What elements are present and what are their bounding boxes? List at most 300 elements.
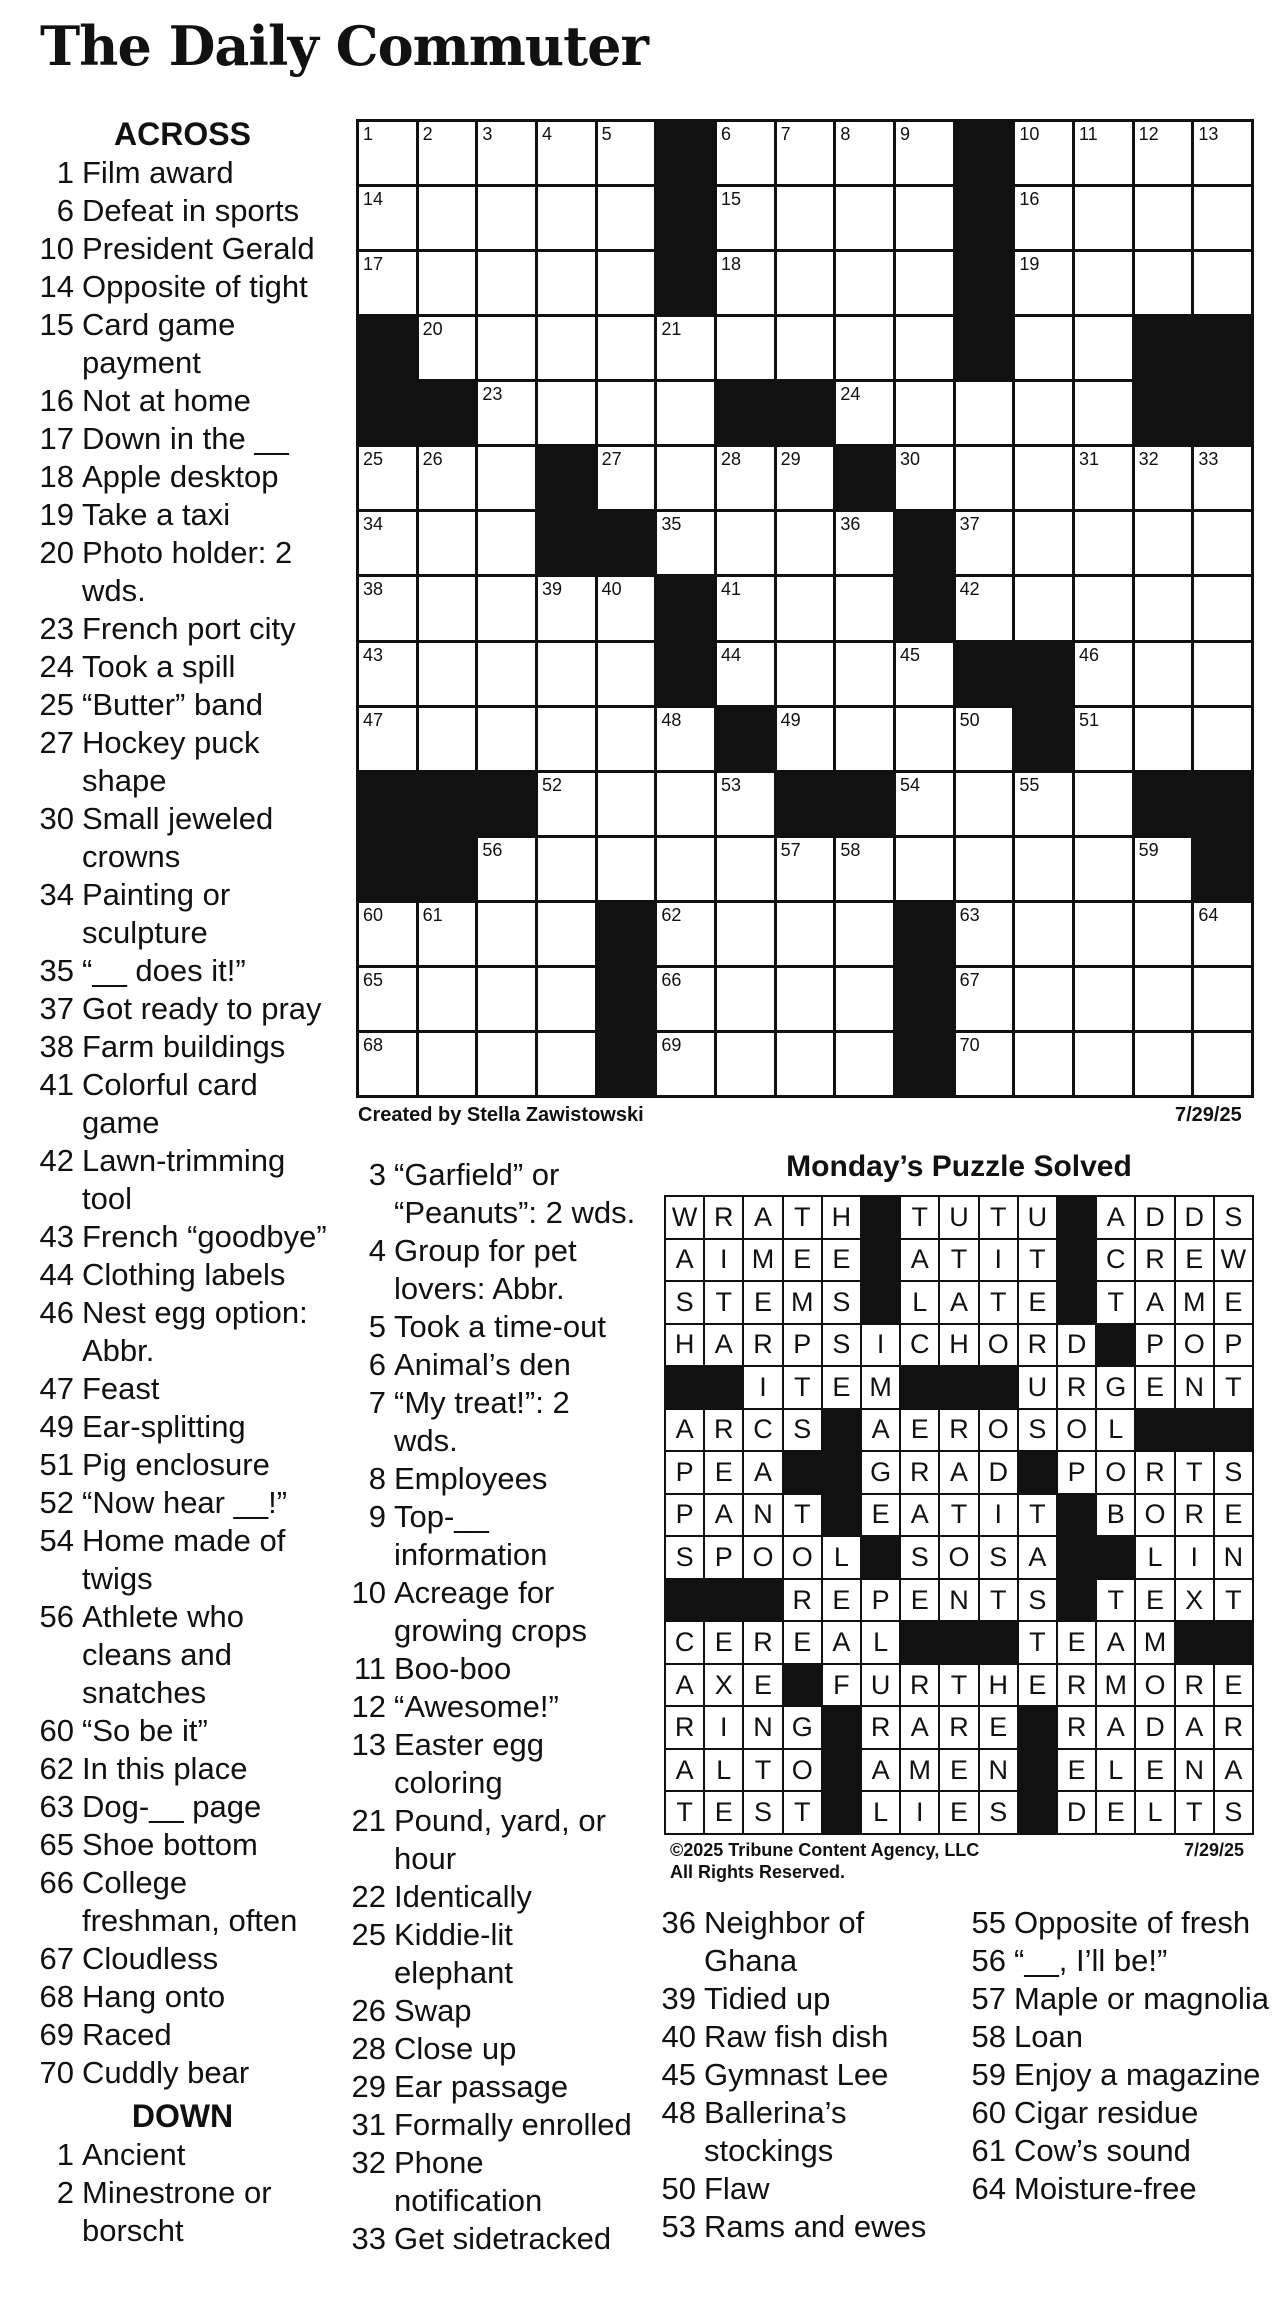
across-clue-6[interactable] — [38, 192, 328, 230]
grid-cell[interactable] — [956, 577, 1013, 639]
grid-cell[interactable] — [896, 317, 953, 379]
block-cell — [419, 382, 476, 444]
solution-letter: O — [1176, 1325, 1213, 1366]
grid-cell[interactable] — [1135, 252, 1192, 314]
clue-text: “My treat!”: 2 wds. — [394, 1385, 570, 1458]
grid-cell[interactable] — [657, 1033, 714, 1095]
down-clue-39[interactable] — [660, 1980, 960, 2018]
grid-cell[interactable] — [359, 968, 416, 1030]
grid-cell[interactable] — [359, 708, 416, 770]
down-clue-4[interactable] — [350, 1232, 640, 1308]
grid-cell[interactable] — [836, 968, 893, 1030]
down-clue-48[interactable] — [660, 2094, 960, 2170]
grid-cell[interactable] — [598, 708, 655, 770]
solution-letter: L — [1136, 1537, 1173, 1578]
across-clue-42[interactable] — [38, 1142, 328, 1218]
grid-cell[interactable] — [1015, 577, 1072, 639]
grid-cell[interactable] — [1015, 838, 1072, 900]
grid-cell[interactable] — [777, 838, 834, 900]
solution-letter: S — [744, 1792, 781, 1833]
across-clue-19[interactable] — [38, 496, 328, 534]
grid-cell[interactable] — [777, 512, 834, 574]
grid-cell[interactable] — [1194, 252, 1251, 314]
crossword-grid[interactable] — [356, 119, 1254, 1098]
across-clue-66[interactable] — [38, 1864, 328, 1940]
grid-cell[interactable] — [1075, 643, 1132, 705]
grid-cell[interactable] — [419, 252, 476, 314]
across-clue-16[interactable] — [38, 382, 328, 420]
grid-cell[interactable] — [419, 1033, 476, 1095]
grid-cell[interactable] — [359, 512, 416, 574]
across-clue-46[interactable] — [38, 1294, 328, 1370]
grid-cell[interactable] — [1015, 122, 1072, 184]
down-clue-2[interactable] — [38, 2174, 328, 2250]
across-clue-65[interactable] — [38, 1826, 328, 1864]
grid-cell[interactable] — [1135, 122, 1192, 184]
solution-letter: R — [1058, 1665, 1095, 1706]
grid-cell[interactable] — [956, 447, 1013, 509]
grid-cell[interactable] — [1075, 577, 1132, 639]
grid-cell[interactable] — [1194, 187, 1251, 249]
grid-cell[interactable] — [1135, 1033, 1192, 1095]
grid-cell[interactable] — [777, 903, 834, 965]
cell-number: 46 — [1079, 644, 1100, 665]
grid-cell[interactable] — [419, 708, 476, 770]
grid-cell[interactable] — [538, 187, 595, 249]
across-clue-34[interactable] — [38, 876, 328, 952]
solution-letter: R — [862, 1707, 899, 1748]
grid-cell[interactable] — [777, 447, 834, 509]
down-clue-3[interactable] — [350, 1156, 640, 1232]
across-clue-51[interactable] — [38, 1446, 328, 1484]
grid-cell[interactable] — [956, 1033, 1013, 1095]
clue-text: Apple desktop — [82, 459, 279, 494]
grid-cell[interactable] — [1135, 838, 1192, 900]
grid-cell[interactable] — [1194, 577, 1251, 639]
clue-number: 18 — [39, 459, 74, 494]
cell-number: 54 — [900, 774, 921, 795]
grid-cell[interactable] — [1015, 968, 1072, 1030]
grid-cell[interactable] — [359, 577, 416, 639]
grid-cell[interactable] — [896, 447, 953, 509]
grid-cell[interactable] — [777, 577, 834, 639]
grid-cell[interactable] — [896, 252, 953, 314]
down-clue-40[interactable] — [660, 2018, 960, 2056]
grid-cell[interactable] — [1194, 903, 1251, 965]
grid-cell[interactable] — [359, 643, 416, 705]
grid-cell[interactable] — [1075, 903, 1132, 965]
grid-cell[interactable] — [538, 708, 595, 770]
grid-cell[interactable] — [717, 838, 774, 900]
grid-cell[interactable] — [717, 317, 774, 379]
grid-cell[interactable] — [1194, 122, 1251, 184]
grid-cell[interactable] — [777, 1033, 834, 1095]
grid-cell[interactable] — [896, 773, 953, 835]
across-clue-15[interactable] — [38, 306, 328, 382]
grid-cell[interactable] — [956, 708, 1013, 770]
solution-letter: D — [1136, 1197, 1173, 1238]
clue-text: Ancient — [82, 2137, 186, 2172]
across-clue-38[interactable] — [38, 1028, 328, 1066]
across-clue-62[interactable] — [38, 1750, 328, 1788]
grid-cell[interactable] — [717, 903, 774, 965]
down-clue-50[interactable] — [660, 2170, 960, 2208]
grid-cell[interactable] — [478, 838, 535, 900]
grid-cell[interactable] — [896, 187, 953, 249]
down-clue-9[interactable] — [350, 1498, 640, 1574]
grid-cell[interactable] — [1135, 512, 1192, 574]
grid-cell[interactable] — [657, 838, 714, 900]
down-clue-7[interactable] — [350, 1384, 640, 1460]
across-clue-1[interactable] — [38, 154, 328, 192]
down-clue-45[interactable] — [660, 2056, 960, 2094]
grid-cell[interactable] — [1135, 577, 1192, 639]
grid-cell[interactable] — [478, 317, 535, 379]
grid-cell[interactable] — [717, 968, 774, 1030]
grid-cell[interactable] — [1194, 643, 1251, 705]
grid-cell[interactable] — [359, 122, 416, 184]
cell-number: 26 — [422, 449, 443, 470]
grid-cell[interactable] — [359, 447, 416, 509]
grid-cell[interactable] — [1075, 317, 1132, 379]
down-clue-22[interactable] — [350, 1878, 640, 1916]
grid-cell[interactable] — [538, 838, 595, 900]
grid-cell[interactable] — [478, 512, 535, 574]
grid-cell[interactable] — [478, 643, 535, 705]
cell-number: 68 — [363, 1034, 384, 1055]
grid-cell[interactable] — [1135, 968, 1192, 1030]
grid-cell[interactable] — [1075, 708, 1132, 770]
across-clue-18[interactable] — [38, 458, 328, 496]
grid-cell[interactable] — [478, 577, 535, 639]
grid-cell[interactable] — [836, 903, 893, 965]
grid-cell[interactable] — [1135, 447, 1192, 509]
grid-cell[interactable] — [478, 1033, 535, 1095]
down-clue-29[interactable] — [350, 2068, 640, 2106]
grid-cell[interactable] — [896, 708, 953, 770]
grid-cell[interactable] — [1075, 252, 1132, 314]
across-clue-10[interactable] — [38, 230, 328, 268]
grid-cell[interactable] — [419, 187, 476, 249]
grid-cell[interactable] — [538, 903, 595, 965]
grid-cell[interactable] — [1135, 643, 1192, 705]
down-clue-64[interactable] — [970, 2170, 1270, 2208]
grid-cell[interactable] — [1015, 252, 1072, 314]
grid-cell[interactable] — [1075, 1033, 1132, 1095]
grid-cell[interactable] — [538, 1033, 595, 1095]
grid-cell[interactable] — [419, 512, 476, 574]
down-clue-56[interactable] — [970, 1942, 1270, 1980]
across-clue-67[interactable] — [38, 1940, 328, 1978]
grid-cell[interactable] — [956, 838, 1013, 900]
grid-cell[interactable] — [538, 643, 595, 705]
clue-text: “Awesome!” — [394, 1689, 559, 1724]
grid-cell[interactable] — [538, 252, 595, 314]
solution-letter: A — [1019, 1537, 1056, 1578]
across-clue-30[interactable] — [38, 800, 328, 876]
grid-cell[interactable] — [1135, 187, 1192, 249]
clue-number: 40 — [661, 2019, 696, 2054]
down-clue-55[interactable] — [970, 1904, 1270, 1942]
solution-letter: O — [940, 1537, 977, 1578]
across-clue-70[interactable] — [38, 2054, 328, 2092]
across-clue-68[interactable] — [38, 1978, 328, 2016]
grid-cell[interactable] — [777, 252, 834, 314]
solution-letter: A — [1215, 1750, 1252, 1791]
grid-cell[interactable] — [598, 773, 655, 835]
grid-cell[interactable] — [717, 643, 774, 705]
grid-cell[interactable] — [717, 512, 774, 574]
across-clue-27[interactable] — [38, 724, 328, 800]
grid-cell[interactable] — [1015, 187, 1072, 249]
grid-cell[interactable] — [836, 317, 893, 379]
grid-cell[interactable] — [777, 643, 834, 705]
clue-text: Identically — [394, 1879, 532, 1914]
grid-cell[interactable] — [1194, 708, 1251, 770]
grid-cell[interactable] — [1075, 382, 1132, 444]
clue-text: Hang onto — [82, 1979, 226, 2014]
grid-cell[interactable] — [478, 122, 535, 184]
across-clue-41[interactable] — [38, 1066, 328, 1142]
across-clue-69[interactable] — [38, 2016, 328, 2054]
grid-cell[interactable] — [836, 643, 893, 705]
across-clue-63[interactable] — [38, 1788, 328, 1826]
grid-cell[interactable] — [777, 187, 834, 249]
grid-cell[interactable] — [836, 512, 893, 574]
clue-number: 8 — [368, 1461, 386, 1496]
grid-cell[interactable] — [1135, 903, 1192, 965]
grid-cell[interactable] — [598, 122, 655, 184]
grid-cell[interactable] — [538, 122, 595, 184]
grid-cell[interactable] — [657, 447, 714, 509]
grid-cell[interactable] — [419, 643, 476, 705]
grid-cell[interactable] — [1075, 187, 1132, 249]
solution-letter: L — [1097, 1410, 1134, 1451]
grid-cell[interactable] — [717, 1033, 774, 1095]
block-cell — [956, 317, 1013, 379]
down-clue-10[interactable] — [350, 1574, 640, 1650]
down-clue-53[interactable] — [660, 2208, 960, 2246]
grid-cell[interactable] — [836, 577, 893, 639]
grid-cell[interactable] — [1075, 968, 1132, 1030]
down-clue-57[interactable] — [970, 1980, 1270, 2018]
down-clue-1[interactable] — [38, 2136, 328, 2174]
down-clue-26[interactable] — [350, 1992, 640, 2030]
grid-cell[interactable] — [956, 968, 1013, 1030]
down-clue-6[interactable] — [350, 1346, 640, 1384]
down-clue-31[interactable] — [350, 2106, 640, 2144]
solution-letter: M — [744, 1240, 781, 1281]
grid-cell[interactable] — [598, 187, 655, 249]
grid-cell[interactable] — [657, 773, 714, 835]
grid-cell[interactable] — [836, 382, 893, 444]
grid-cell[interactable] — [956, 512, 1013, 574]
grid-cell[interactable] — [836, 252, 893, 314]
across-clue-52[interactable] — [38, 1484, 328, 1522]
grid-cell[interactable] — [1015, 773, 1072, 835]
grid-cell[interactable] — [419, 968, 476, 1030]
grid-cell[interactable] — [836, 708, 893, 770]
across-clue-25[interactable] — [38, 686, 328, 724]
grid-cell[interactable] — [598, 252, 655, 314]
clue-text: Get sidetracked — [394, 2221, 612, 2256]
cell-number: 16 — [1019, 189, 1040, 210]
grid-cell[interactable] — [1015, 512, 1072, 574]
down-clue-36[interactable] — [660, 1904, 960, 1980]
down-clue-12[interactable] — [350, 1688, 640, 1726]
grid-cell[interactable] — [359, 1033, 416, 1095]
solution-letter: A — [744, 1197, 781, 1238]
grid-cell[interactable] — [538, 577, 595, 639]
across-clue-44[interactable] — [38, 1256, 328, 1294]
grid-cell[interactable] — [836, 122, 893, 184]
grid-cell[interactable] — [598, 577, 655, 639]
grid-cell[interactable] — [956, 903, 1013, 965]
grid-cell[interactable] — [956, 773, 1013, 835]
grid-cell[interactable] — [478, 708, 535, 770]
solution-letter: P — [784, 1325, 821, 1366]
down-clue-21[interactable] — [350, 1802, 640, 1878]
grid-cell[interactable] — [896, 382, 953, 444]
grid-cell[interactable] — [657, 382, 714, 444]
grid-cell[interactable] — [419, 903, 476, 965]
grid-cell[interactable] — [836, 187, 893, 249]
down-clue-8[interactable] — [350, 1460, 640, 1498]
grid-cell[interactable] — [1135, 708, 1192, 770]
across-clue-17[interactable] — [38, 420, 328, 458]
grid-cell[interactable] — [896, 838, 953, 900]
grid-cell[interactable] — [1015, 903, 1072, 965]
grid-cell[interactable] — [717, 252, 774, 314]
down-clue-5[interactable] — [350, 1308, 640, 1346]
across-clue-35[interactable] — [38, 952, 328, 990]
solution-letter: R — [1136, 1240, 1173, 1281]
grid-cell[interactable] — [1194, 447, 1251, 509]
grid-cell[interactable] — [1194, 968, 1251, 1030]
grid-cell[interactable] — [777, 317, 834, 379]
grid-cell[interactable] — [777, 708, 834, 770]
clue-number: 65 — [39, 1827, 74, 1862]
grid-cell[interactable] — [1015, 317, 1072, 379]
clue-number: 12 — [351, 1689, 386, 1724]
grid-cell[interactable] — [478, 382, 535, 444]
clue-number: 48 — [661, 2095, 696, 2130]
solution-letter: R — [1058, 1707, 1095, 1748]
grid-cell[interactable] — [896, 643, 953, 705]
grid-cell[interactable] — [1194, 1033, 1251, 1095]
across-clue-24[interactable] — [38, 648, 328, 686]
grid-cell[interactable] — [836, 1033, 893, 1095]
down-clue-61[interactable] — [970, 2132, 1270, 2170]
grid-cell[interactable] — [657, 512, 714, 574]
grid-cell[interactable] — [657, 903, 714, 965]
grid-cell[interactable] — [1015, 447, 1072, 509]
grid-cell[interactable] — [1075, 512, 1132, 574]
grid-cell[interactable] — [419, 447, 476, 509]
grid-cell[interactable] — [1194, 512, 1251, 574]
grid-cell[interactable] — [657, 968, 714, 1030]
across-clue-49[interactable] — [38, 1408, 328, 1446]
grid-cell[interactable] — [1015, 382, 1072, 444]
down-clue-33[interactable] — [350, 2220, 640, 2258]
grid-cell[interactable] — [956, 382, 1013, 444]
grid-cell[interactable] — [538, 968, 595, 1030]
grid-cell[interactable] — [359, 903, 416, 965]
grid-cell[interactable] — [657, 317, 714, 379]
grid-cell[interactable] — [717, 122, 774, 184]
grid-cell[interactable] — [478, 968, 535, 1030]
across-clue-23[interactable] — [38, 610, 328, 648]
grid-cell[interactable] — [717, 773, 774, 835]
grid-cell[interactable] — [359, 252, 416, 314]
grid-cell[interactable] — [1075, 447, 1132, 509]
grid-cell[interactable] — [896, 122, 953, 184]
grid-cell[interactable] — [598, 317, 655, 379]
grid-cell[interactable] — [419, 577, 476, 639]
grid-cell[interactable] — [717, 447, 774, 509]
down-clue-59[interactable] — [970, 2056, 1270, 2094]
across-clue-43[interactable] — [38, 1218, 328, 1256]
grid-cell[interactable] — [598, 382, 655, 444]
grid-cell[interactable] — [478, 447, 535, 509]
down-clue-58[interactable] — [970, 2018, 1270, 2056]
across-clue-20[interactable] — [38, 534, 328, 610]
down-clue-11[interactable] — [350, 1650, 640, 1688]
grid-cell[interactable] — [598, 643, 655, 705]
block-cell — [896, 577, 953, 639]
grid-cell[interactable] — [478, 187, 535, 249]
grid-cell[interactable] — [657, 708, 714, 770]
across-clue-14[interactable] — [38, 268, 328, 306]
grid-cell[interactable] — [478, 903, 535, 965]
across-clue-47[interactable] — [38, 1370, 328, 1408]
cell-number: 10 — [1019, 124, 1040, 144]
grid-cell[interactable] — [598, 838, 655, 900]
down-clue-13[interactable] — [350, 1726, 640, 1802]
grid-cell[interactable] — [419, 317, 476, 379]
across-clue-60[interactable] — [38, 1712, 328, 1750]
grid-cell[interactable] — [359, 187, 416, 249]
grid-cell[interactable] — [538, 317, 595, 379]
across-clue-56[interactable] — [38, 1598, 328, 1712]
solution-letter: I — [705, 1240, 742, 1281]
grid-cell[interactable] — [836, 838, 893, 900]
solution-letter: R — [705, 1410, 742, 1451]
grid-cell[interactable] — [1075, 122, 1132, 184]
grid-cell[interactable] — [1075, 773, 1132, 835]
grid-cell[interactable] — [777, 968, 834, 1030]
grid-cell[interactable] — [777, 122, 834, 184]
grid-cell[interactable] — [478, 252, 535, 314]
grid-cell[interactable] — [717, 187, 774, 249]
down-clue-28[interactable] — [350, 2030, 640, 2068]
grid-cell[interactable] — [538, 382, 595, 444]
solution-letter: R — [901, 1665, 938, 1706]
grid-cell[interactable] — [419, 122, 476, 184]
solution-letter: H — [940, 1325, 977, 1366]
grid-cell[interactable] — [538, 773, 595, 835]
across-clue-54[interactable] — [38, 1522, 328, 1598]
down-clue-25[interactable] — [350, 1916, 640, 1992]
across-clue-37[interactable] — [38, 990, 328, 1028]
clue-number: 9 — [368, 1499, 386, 1534]
down-clue-32[interactable] — [350, 2144, 640, 2220]
grid-cell[interactable] — [1015, 1033, 1072, 1095]
grid-cell[interactable] — [1075, 838, 1132, 900]
grid-cell[interactable] — [717, 577, 774, 639]
grid-cell[interactable] — [598, 447, 655, 509]
down-clue-60[interactable] — [970, 2094, 1270, 2132]
